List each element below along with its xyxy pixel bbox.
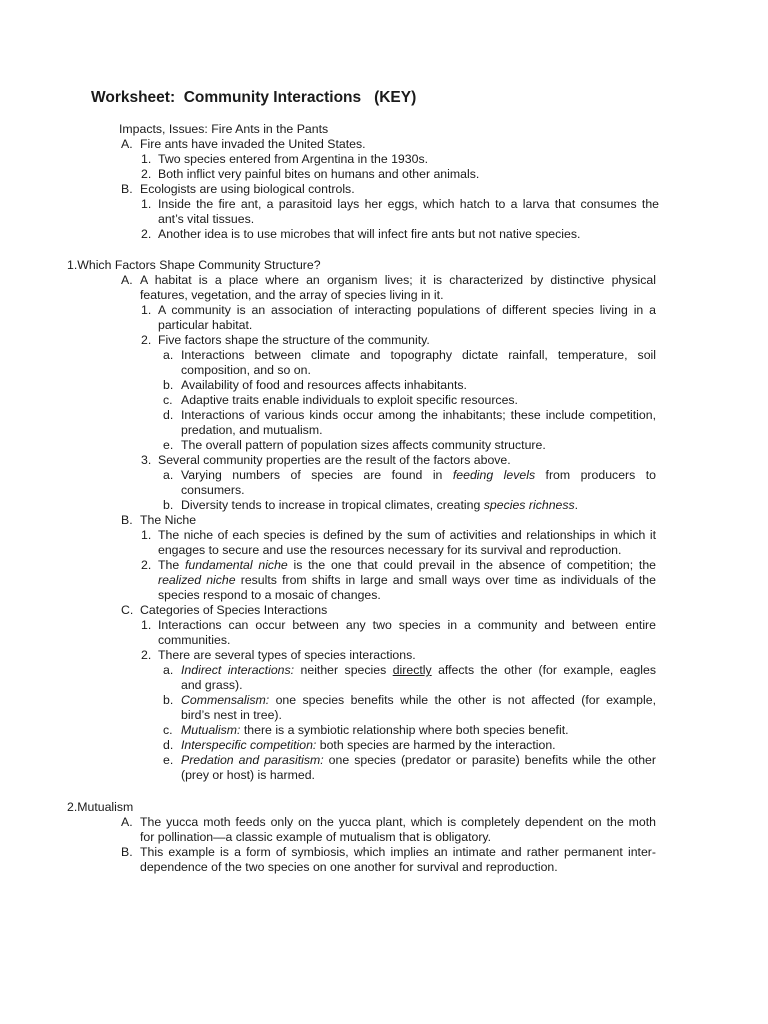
list-text: both species are harmed by the interaction. [316, 738, 556, 752]
list-marker: C. [121, 603, 134, 617]
list-text: affects the other (for example, eagles [431, 663, 657, 677]
intro-item-a1 [119, 152, 659, 167]
list-text: The niche of each species is defined by the sum of activities and relationships in which it [158, 528, 656, 542]
s2-item-a-cont: for pollination—a classic example of mutualism that is obligatory. [140, 830, 492, 844]
s1-item-b [119, 513, 656, 528]
section-1 [119, 273, 656, 783]
s1-item-a2d [119, 408, 656, 423]
list-text: one species benefits while the other is not affected (for example, [269, 693, 656, 707]
list-marker: e. [163, 438, 174, 452]
s1-item-a2e [119, 438, 656, 453]
list-text: Inside the fire ant, a parasitoid lays her eggs, which hatch to a larva that consumes the [158, 197, 659, 211]
s1-item-b2-cont [119, 573, 656, 588]
section-2 [119, 815, 656, 875]
s1-item-a3a [119, 468, 656, 483]
list-marker: 1. [141, 618, 152, 632]
s1-item-c2b [119, 693, 656, 708]
s1-item-a-cont: features, vegetation, and the array of species living in it. [140, 288, 444, 302]
list-text: Fire ants have invaded the United States. [140, 137, 366, 151]
list-marker: b. [163, 378, 174, 392]
s1-item-c1-cont: communities. [158, 633, 231, 647]
list-marker: 1. [141, 152, 152, 166]
list-text: There are several types of species interactions. [158, 648, 416, 662]
s1-item-c2b-cont: bird’s nest in tree). [181, 708, 282, 722]
s1-item-c2e [119, 753, 656, 768]
list-marker: a. [163, 663, 174, 677]
intro-item-a2 [119, 167, 659, 182]
s1-item-a2a-cont: composition, and so on. [181, 363, 311, 377]
page-title: Worksheet: Community Interactions (KEY) [91, 89, 417, 106]
list-marker: 1. [141, 528, 152, 542]
list-marker: a. [163, 468, 174, 482]
section-2-heading: 2.Mutualism [67, 800, 134, 814]
list-marker: 2. [141, 167, 152, 181]
list-text: Another idea is to use microbes that will infect fire ants but not native species. [158, 227, 581, 241]
list-text: there is a symbiotic relationship where both species benefit. [240, 723, 569, 737]
list-text: . [574, 498, 579, 512]
term-predation-parasitism: Predation and parasitism: [181, 753, 324, 767]
list-text: one species (predator or parasite) benefits while the other [323, 753, 656, 767]
list-text: Interactions of various kinds occur among the inhabitants; these include competition, [181, 408, 656, 422]
s1-item-b1-cont: engages to secure and use the resources necessary for its survival and reproduction. [158, 543, 622, 557]
term-species-richness: species richness [483, 498, 575, 512]
s1-item-b2-cont2: species respond to a mosaic of changes. [158, 588, 381, 602]
list-marker: d. [163, 738, 174, 752]
list-marker: b. [163, 693, 174, 707]
intro-item-b [119, 182, 659, 197]
s1-item-c2a [119, 663, 656, 678]
list-marker: c. [163, 723, 173, 737]
list-marker: b. [163, 498, 174, 512]
list-text: A community is an association of interacting populations of different species living in a [158, 303, 656, 317]
list-text: from producers to [545, 468, 656, 482]
list-marker: 2. [141, 333, 152, 347]
s1-item-a2 [119, 333, 656, 348]
list-marker: B. [121, 845, 133, 859]
term-fundamental-niche: fundamental niche [184, 558, 288, 572]
s1-item-a1 [119, 303, 656, 318]
list-text: The yucca moth feeds only on the yucca plant, which is completely dependent on the moth [140, 815, 656, 829]
list-text: is the one that could prevail in the absence of competition; the [287, 558, 657, 572]
intro-item-b2 [119, 227, 659, 242]
list-text: Several community properties are the result of the factors above. [158, 453, 511, 467]
list-marker: B. [121, 513, 133, 527]
list-text: This example is a form of symbiosis, which implies an intimate and rather permanent inter- [140, 845, 656, 859]
term-realized-niche: realized niche [158, 573, 236, 587]
list-text: Five factors shape the structure of the community. [158, 333, 430, 347]
term-commensalism: Commensalism: [181, 693, 270, 707]
intro-item-a [119, 137, 659, 152]
intro-section [119, 122, 659, 242]
term-interspecific-competition: Interspecific competition: [181, 738, 317, 752]
term-indirect-interactions: Indirect interactions: [181, 663, 295, 677]
list-text: Interactions between climate and topography dictate rainfall, temperature, soil [181, 348, 656, 362]
s1-item-c2e-cont: (prey or host) is harmed. [181, 768, 315, 782]
list-marker: e. [163, 753, 174, 767]
list-marker: 3. [141, 453, 152, 467]
list-text: Two species entered from Argentina in the 1930s. [158, 152, 429, 166]
s1-item-c2 [119, 648, 656, 663]
list-text: Ecologists are using biological controls. [140, 182, 355, 196]
s1-item-c [119, 603, 656, 618]
intro-item-b1 [119, 197, 659, 212]
list-marker: d. [163, 408, 174, 422]
term-mutualism: Mutualism: [181, 723, 241, 737]
list-text: Diversity tends to increase in tropical climates, creating [181, 498, 484, 512]
list-text: Categories of Species Interactions [140, 603, 328, 617]
list-text: The [158, 558, 185, 572]
list-text: Adaptive traits enable individuals to exploit specific resources. [181, 393, 518, 407]
section-1-heading: 1.Which Factors Shape Community Structure? [67, 258, 321, 272]
list-text: The Niche [140, 513, 197, 527]
list-text: results from shifts in large and small ways over time as individuals of the [235, 573, 656, 587]
list-marker: a. [163, 348, 174, 362]
list-marker: A. [121, 815, 133, 829]
list-marker: 1. [141, 303, 152, 317]
s2-item-a [119, 815, 656, 830]
s1-item-a3a-cont: consumers. [181, 483, 245, 497]
list-marker: 2. [141, 558, 152, 572]
intro-item-b1-cont: ant’s vital tissues. [158, 212, 255, 226]
s1-item-a2c [119, 393, 656, 408]
s1-item-a3 [119, 453, 656, 468]
s1-item-a3b [119, 498, 656, 513]
s1-item-c2c [119, 723, 656, 738]
term-feeding-levels: feeding levels [452, 468, 536, 482]
list-marker: 2. [141, 648, 152, 662]
s1-item-a2b [119, 378, 656, 393]
s1-item-c2a-cont: and grass). [181, 678, 243, 692]
s2-item-b [119, 845, 656, 860]
list-text: Varying numbers of species are found in [181, 468, 443, 482]
intro-heading: Impacts, Issues: Fire Ants in the Pants [119, 122, 329, 136]
s1-item-a2d-cont: predation, and mutualism. [181, 423, 323, 437]
list-marker: 2. [141, 227, 152, 241]
list-text: neither species [294, 663, 393, 677]
list-text: The overall pattern of population sizes affects community structure. [181, 438, 546, 452]
list-marker: B. [121, 182, 133, 196]
list-marker: A. [121, 273, 133, 287]
s1-item-b2 [119, 558, 656, 573]
underlined-directly: directly [392, 663, 432, 677]
s1-item-c1 [119, 618, 656, 633]
list-marker: A. [121, 137, 133, 151]
s1-item-a1-cont: particular habitat. [158, 318, 253, 332]
s1-item-a2a [119, 348, 656, 363]
s1-item-a [119, 273, 656, 288]
list-text: Interactions can occur between any two species in a community and between entire [158, 618, 656, 632]
list-marker: 1. [141, 197, 152, 211]
s1-item-b1 [119, 528, 656, 543]
s2-item-b-cont: dependence of the two species on one another for survival and reproduction. [140, 860, 558, 874]
list-text: Both inflict very painful bites on humans and other animals. [158, 167, 480, 181]
list-text: A habitat is a place where an organism lives; it is characterized by distinctive physical [140, 273, 656, 287]
list-text: Availability of food and resources affects inhabitants. [181, 378, 467, 392]
s1-item-c2d [119, 738, 656, 753]
list-marker: c. [163, 393, 173, 407]
